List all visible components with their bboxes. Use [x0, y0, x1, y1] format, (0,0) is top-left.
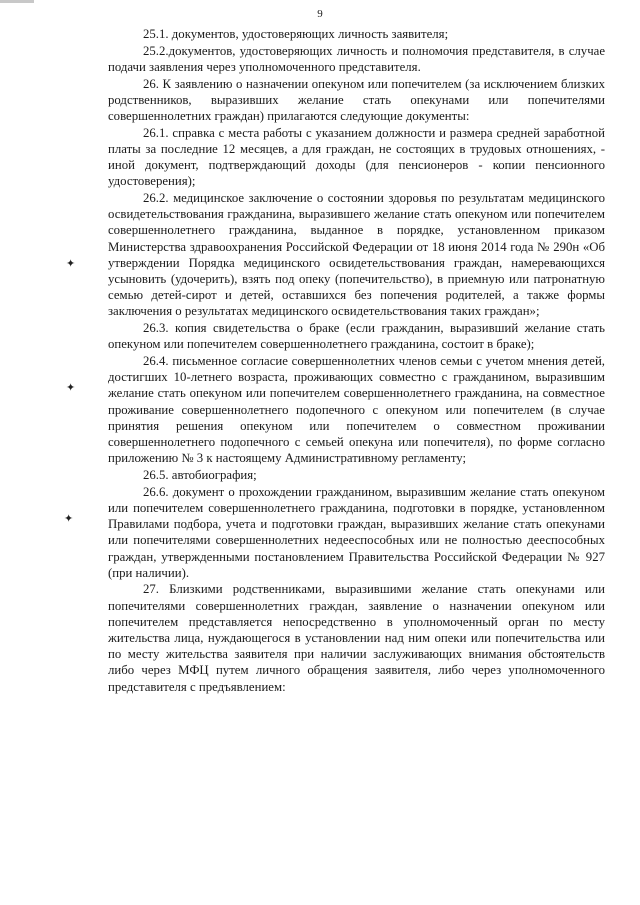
paragraph-26-3: 26.3. копия свидетельства о браке (если гражданин, выразивший желание стать опекуном или попечителем совершеннолетнего гражданина, состоит в браке); [108, 321, 605, 352]
margin-mark: ✦ [64, 512, 74, 525]
paragraph-26-5: 26.5. автобиография; [143, 467, 257, 482]
paragraph-26-6: 26.6. документ о прохождении гражданином, выразившим желание стать опекуном или попечителем совершеннолетнего гражданина, подготовки в порядке, установленном Правилами подбора, учета и подготовки граждан, выразивших желание стать опекунами или попечителями совершеннолетних недееспособных или не полностью дееспособных граждан, утвержденными постановлением Правительства Российской Федерации № 927 (при наличии). [108, 484, 605, 580]
paragraph-27: 27. Близкими родственниками, выразившими желание стать опекунами или попечителями совершеннолетних граждан, заявление о назначении опекуном или попечителем представляется непосредственно в уполномоченный орган по месту жительства лица, нуждающегося в установлении над ним опеки или попечительства или по месту жительства заявителя при наличии заслуживающих внимания обстоятельств либо через МФЦ путем личного обращения заявителя, либо через уполномоченного представителя с предъявлением: [108, 582, 605, 694]
margin-mark: ✦ [66, 257, 76, 270]
document-body [108, 26, 605, 695]
scan-edge-mark [0, 0, 34, 3]
paragraph-26-1: 26.1. справка с места работы с указанием должности и размера средней заработной платы за последние 12 месяцев, а для граждан, не состоящих в трудовых отношениях, - иной документ, подтверждающий доходы (для пенсионеров - копии пенсионного удостоверения); [108, 125, 605, 189]
paragraph-25-1: 25.1. документов, удостоверяющих личность заявителя; [143, 27, 449, 41]
margin-mark: ✦ [66, 381, 76, 394]
paragraph-26-2: 26.2. медицинское заключение о состоянии здоровья по результатам медицинского освидетельствования гражданина, выразившего желание стать опекуном или попечителем совершеннолетнего гражданина, выданное в порядке, установленном приказом Министерства здравоохранения Российской Федерации от 18 июня 2014 года № 290н «Об утверждении Порядка медицинского освидетельствования граждан, намеревающихся усыновить (удочерить), взять под опеку (попечительство), в приемную или патронатную семью детей-сирот и детей, оставшихся без попечения родителей, а также формы заключения о результатах медицинского освидетельствования таких граждан»; [108, 191, 605, 319]
paragraph-26: 26. К заявлению о назначении опекуном или попечителем (за исключением близких родственников, выразивших желание стать опекунами или попечителями совершеннолетних граждан) прилагаются следующие документы: [108, 76, 605, 124]
paragraph-26-4: 26.4. письменное согласие совершеннолетних членов семьи с учетом мнения детей, достигших 10-летнего возраста, проживающих совместно с гражданином, выразившим желание стать опекуном или попечителем совершеннолетнего гражданина, на совместное проживание совершеннолетнего подопечного с опекуном или попечителем (в случае принятия решения опекуном или попечителем о совместном проживании совершеннолетнего подопечного с семьей опекуна или попечителя), по форме согласно приложению № 3 к настоящему Административному регламенту; [108, 354, 605, 466]
page-number: 9 [317, 8, 323, 20]
paragraph-25-2: 25.2.документов, удостоверяющих личность и полномочия представителя, в случае подачи заявления через уполномоченного представителя. [108, 43, 605, 74]
